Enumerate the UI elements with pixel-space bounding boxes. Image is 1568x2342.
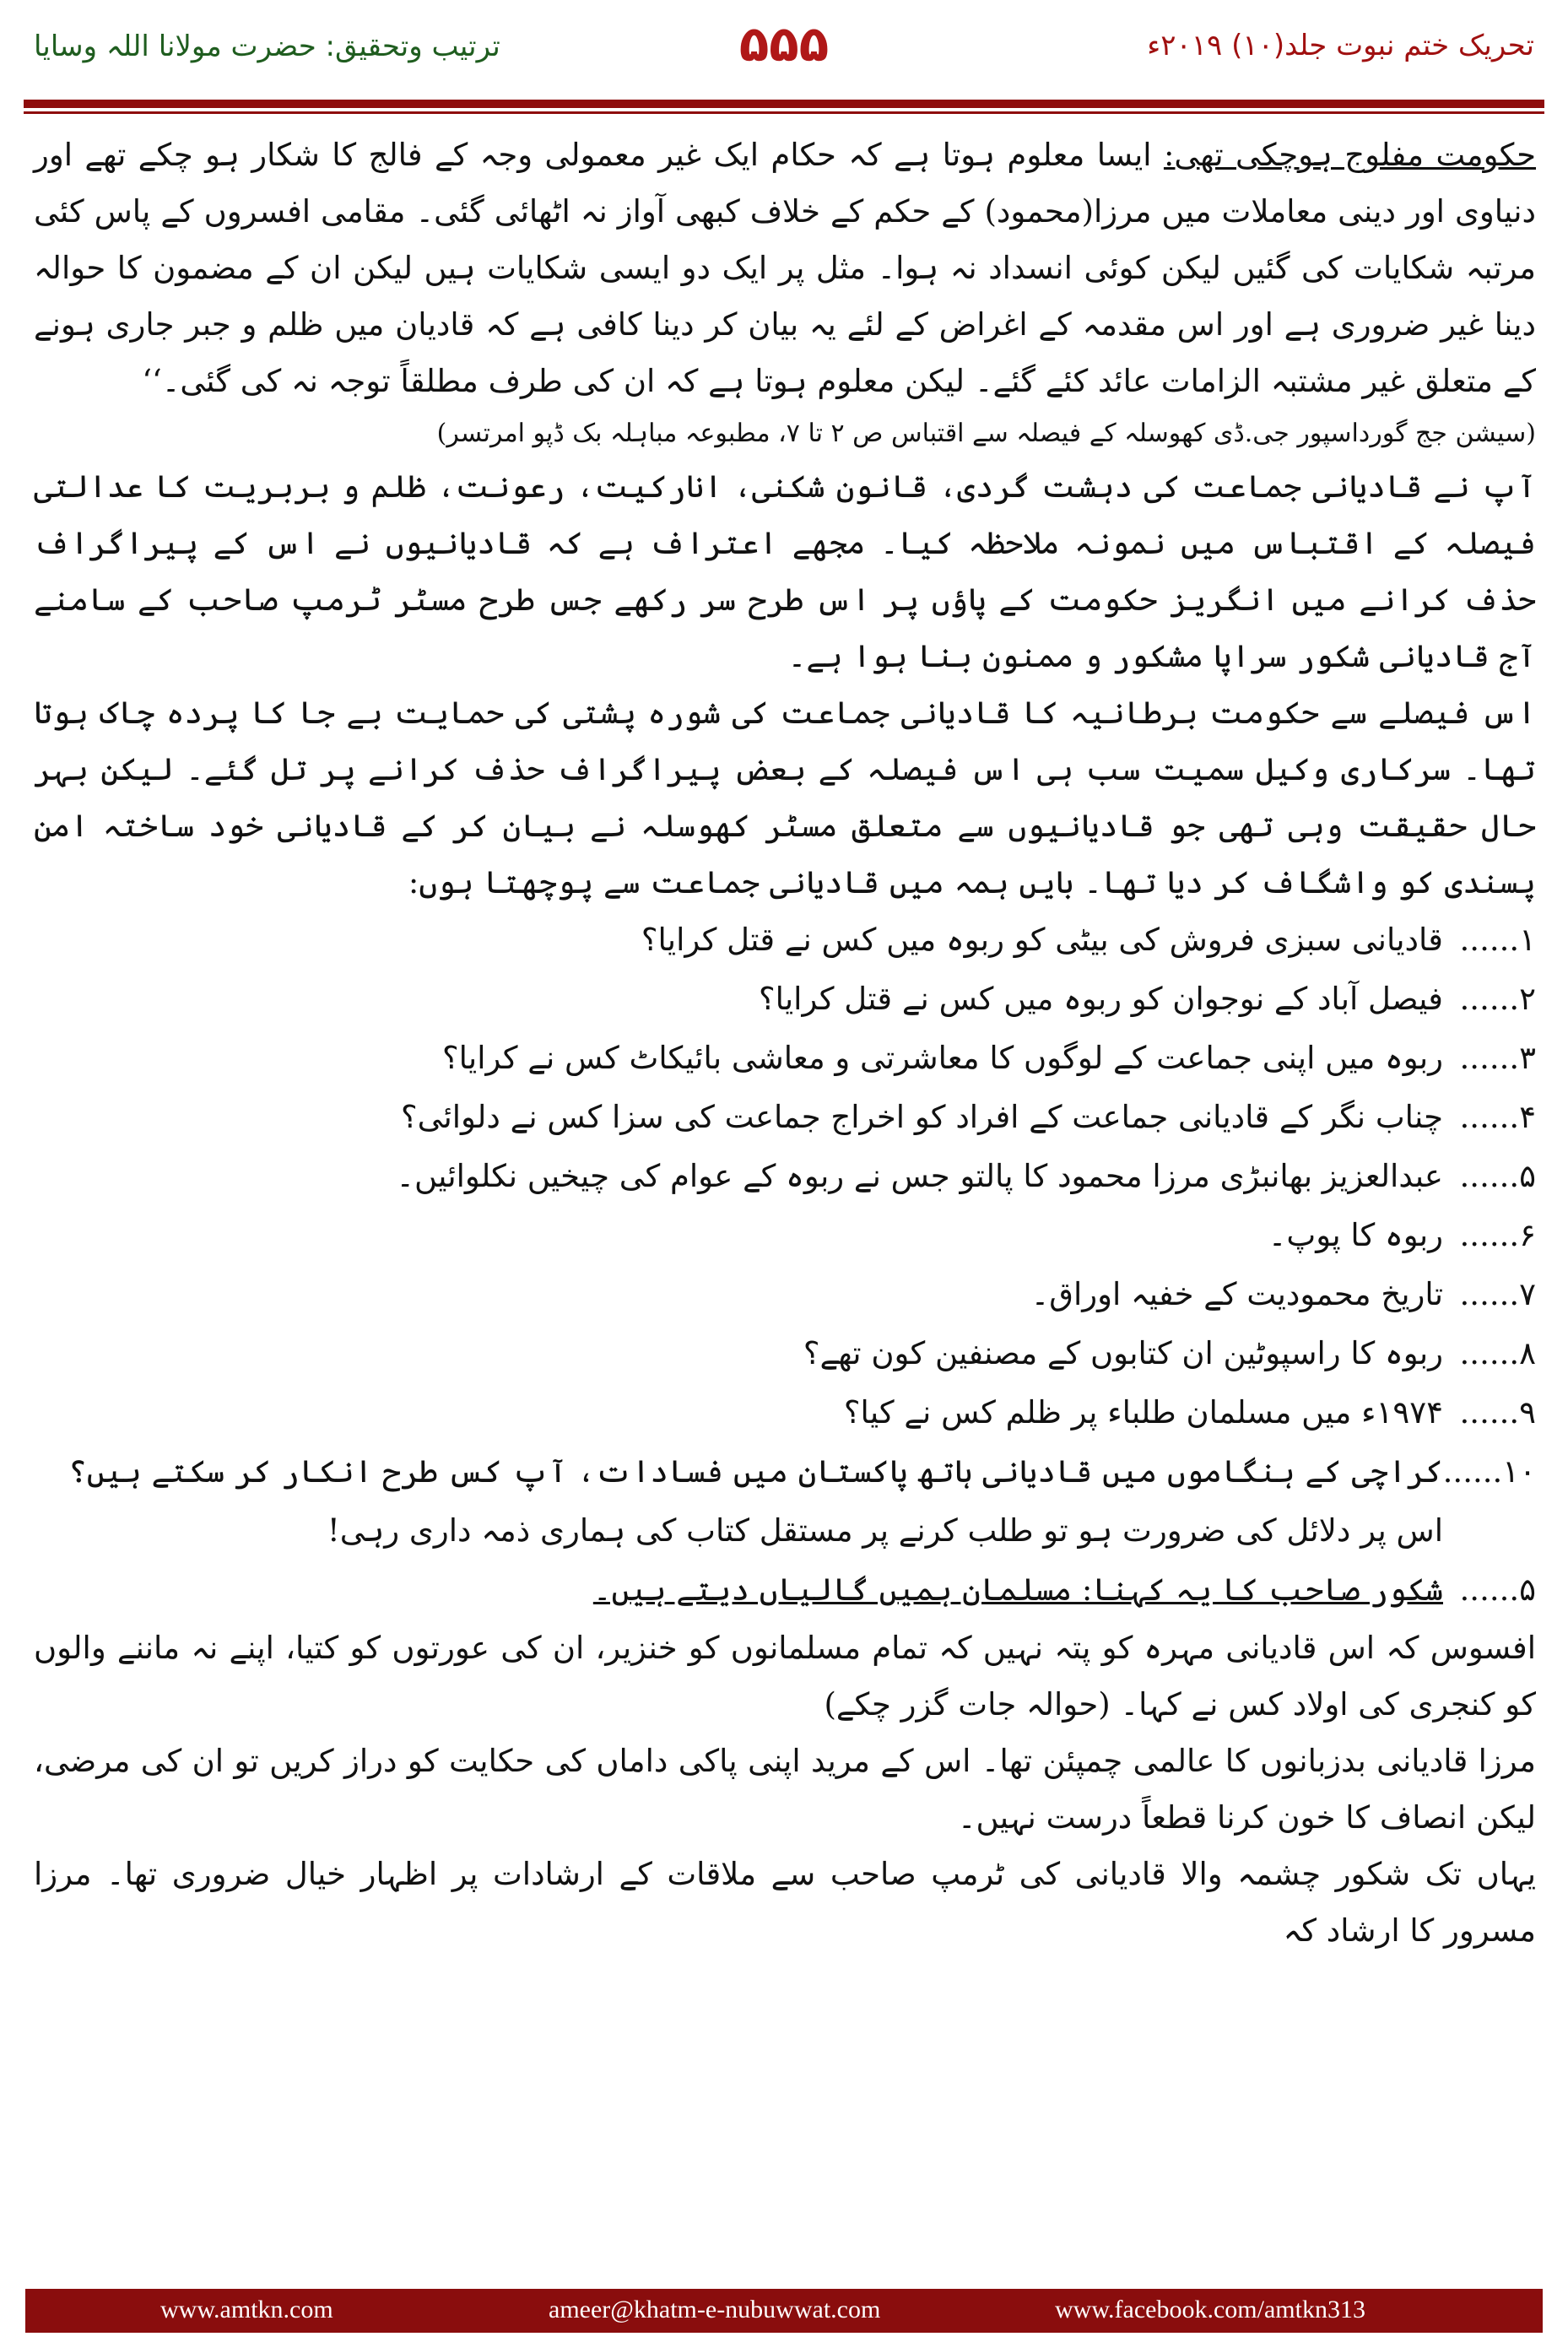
- page-body: [34, 127, 1536, 2287]
- footer-website-link[interactable]: www.amtkn.com: [160, 2296, 333, 2323]
- question-text: شکور صاحب کا یہ کہنا: مسلمان ہمیں گالیاں دیتے ہیں۔: [592, 1571, 1443, 1608]
- question-text: قادیانی سبزی فروش کی بیٹی کو ربوہ میں کس نے قتل کرایا؟: [641, 922, 1443, 958]
- header-rule: [24, 100, 1544, 108]
- header-book-title: تحریک ختم نبوت جلد(۱۰) ۲۰۱۹ء: [1147, 29, 1534, 62]
- question-number: ۲......: [1459, 981, 1536, 1017]
- question-number: ۱......: [1459, 922, 1536, 958]
- page-header: [0, 0, 1568, 100]
- paragraph-4: افسوس کہ اس قادیانی مہرہ کو پتہ نہیں کہ تمام مسلمانوں کو خنزیر، ان کی عورتوں کو کتیا، اپنے نہ ماننے والوں کو کنجری کی اولاد کس نے کہا۔ (حوالہ جات گزر چکے): [34, 1630, 1536, 1723]
- question-item: [34, 1206, 1536, 1265]
- question-number: ۷......: [1459, 1276, 1536, 1312]
- question-number: ۴......: [1459, 1099, 1536, 1135]
- question-number: ۵......: [1459, 1571, 1536, 1608]
- header-rule-thin: [24, 111, 1544, 114]
- question-number: ۵......: [1459, 1158, 1536, 1194]
- question-number: ۸......: [1459, 1335, 1536, 1371]
- question-text: ربوہ کا پوپ۔: [1268, 1217, 1443, 1253]
- citation: (سیشن جج گورداسپور جی.ڈی کھوسلہ کے فیصلہ سے اقتباس ص ۲ تا ۷، مطبوعہ مباہلہ بک ڈپو امرتسر): [436, 419, 1536, 448]
- question-number: ۱۰......: [1442, 1453, 1536, 1490]
- page-number: ۵۵۵: [738, 15, 830, 73]
- question-followup: [34, 1501, 1536, 1560]
- question-item: [34, 1088, 1536, 1147]
- paragraph-3: اس فیصلے سے حکومت برطانیہ کا قادیانی جماعت کی شورہ پشتی کی حمایت بے جا کا پردہ چاک ہوتا تھا۔ سرکاری وکیل سمیت سب ہی اس فیصلہ کے بعض پیراگراف حذف کرانے پر تل گئے۔ لیکن بہر حال حقیقت وہی تھی جو قادیانیوں سے متعلق مسٹر کھوسلہ نے بیان کر کے قادیانی خود ساختہ امن پسندی کو واشگاف کر دیا تھا۔ بایں ہمہ میں قادیانی جماعت سے پوچھتا ہوں:: [34, 695, 1536, 901]
- header-compiler: ترتیب وتحقیق: حضرت مولانا اللہ وسایا: [34, 30, 500, 63]
- question-text: ربوہ میں اپنی جماعت کے لوگوں کا معاشرتی و معاشی بائیکاٹ کس نے کرایا؟: [441, 1040, 1443, 1076]
- question-item: [34, 970, 1536, 1029]
- question-item: [34, 1383, 1536, 1442]
- question-number: ۶......: [1459, 1217, 1536, 1253]
- question-item: [34, 1324, 1536, 1383]
- question-text: چناب نگر کے قادیانی جماعت کے افراد کو اخراج جماعت کی سزا کس نے دلوائی؟: [400, 1099, 1443, 1135]
- question-item: [34, 1029, 1536, 1088]
- question-text: ۱۹۷۴ء میں مسلمان طلباء پر ظلم کس نے کیا؟: [843, 1394, 1443, 1431]
- question-text: ربوہ کا راسپوٹین ان کتابوں کے مصنفین کون تھے؟: [803, 1335, 1443, 1371]
- question-number: ۳......: [1459, 1040, 1536, 1076]
- paragraph-5: مرزا قادیانی بدزبانوں کا عالمی چمپئن تھا۔ اس کے مرید اپنی پاکی داماں کی حکایت کو دراز کریں تو ان کی مرضی، لیکن انصاف کا خون کرنا قطعاً درست نہیں۔: [34, 1743, 1536, 1836]
- question-text: فیصل آباد کے نوجوان کو ربوہ میں کس نے قتل کرایا؟: [758, 981, 1443, 1017]
- question-item: [34, 1265, 1536, 1324]
- paragraph-1-heading: حکومت مفلوج ہوچکی تھی:: [1163, 137, 1537, 173]
- question-item: [34, 1147, 1536, 1206]
- question-number: ۹......: [1459, 1394, 1536, 1431]
- question-item: [34, 1560, 1536, 1620]
- footer-facebook-link[interactable]: www.facebook.com/amtkn313: [1055, 2296, 1365, 2323]
- question-item: [34, 1442, 1536, 1501]
- paragraph-6: یہاں تک شکور چشمہ والا قادیانی کی ٹرمپ صاحب سے ملاقات کے ارشادات پر اظہار خیال ضروری تھا۔ مرزا مسرور کا ارشاد کہ: [34, 1856, 1536, 1949]
- question-text: عبدالعزیز بھانبڑی مرزا محمود کا پالتو جس نے ربوہ کے عوام کی چیخیں نکلوائیں۔: [396, 1158, 1443, 1194]
- question-list: [34, 911, 1536, 1620]
- footer-email-link[interactable]: ameer@khatm-e-nubuwwat.com: [549, 2296, 881, 2323]
- question-text: تاریخ محمودیت کے خفیہ اوراق۔: [1030, 1276, 1443, 1312]
- question-item: [34, 911, 1536, 970]
- paragraph-1-text: ایسا معلوم ہوتا ہے کہ حکام ایک غیر معمولی وجہ کے فالج کا شکار ہو چکے تھے اور دنیاوی اور دینی معاملات میں مرزا(محمود) کے حکم کے خلاف کبھی آواز نہ اٹھائی گئی۔ مقامی افسروں کے پاس کئی مرتبہ شکایات کی گئیں لیکن کوئی انسداد نہ ہوا۔ مثل پر ایک دو ایسی شکایات ہیں لیکن ان کے مضمون کا حوالہ دینا غیر ضروری ہے اور اس مقدمہ کے اغراض کے لئے یہ بیان کر دینا کافی ہے کہ قادیان میں ظلم و جبر جاری ہونے کے متعلق غیر مشتبہ الزامات عائد کئے گئے۔ لیکن معلوم ہوتا ہے کہ ان کی طرف مطلقاً توجہ نہ کی گئی۔‘‘: [34, 137, 1536, 399]
- paragraph-1: [34, 127, 1536, 409]
- paragraph-2: آپ نے قادیانی جماعت کی دہشت گردی، قانون شکنی، انارکیت، رعونت، ظلم و بربریت کا عدالتی فیصلہ کے اقتباس میں نمونہ ملاحظہ کیا۔ مجھے اعتراف ہے کہ قادیانیوں نے اس کے پیراگراف حذف کرانے میں انگریز حکومت کے پاؤں پر اس طرح سر رکھے جس طرح مسٹر ٹرمپ صاحب کے سامنے آج قادیانی شکور سراپا مشکور و ممنون بنا ہوا ہے۔: [34, 468, 1536, 674]
- question-text: کراچی کے ہنگاموں میں قادیانی ہاتھ پاکستان میں فسادات، آپ کس طرح انکار کر سکتے ہیں؟: [68, 1453, 1443, 1490]
- question-followup-text: اس پر دلائل کی ضرورت ہو تو طلب کرنے پر مستقل کتاب کی ہماری ذمہ داری رہی!: [327, 1512, 1443, 1549]
